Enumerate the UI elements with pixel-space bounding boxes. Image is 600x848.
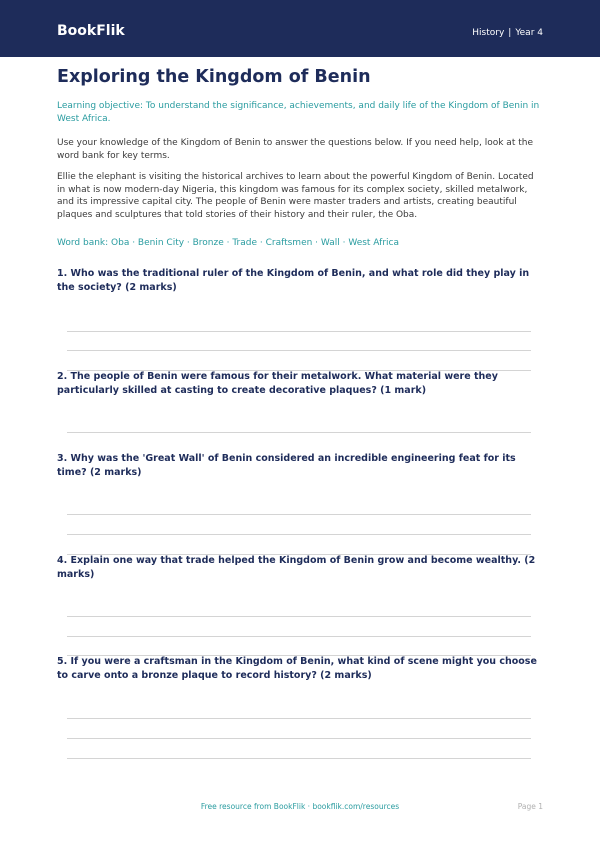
question-3: 3. Why was the 'Great Wall' of Benin considered an incredible engineering feat for its time? (2 marks) (57, 453, 516, 478)
page-number: Page 1 (517, 802, 543, 811)
subject-label: History (472, 28, 505, 38)
word-bank: Word bank: Oba · Benin City · Bronze · Trade · Craftsmen · Wall · West Africa (57, 238, 399, 248)
footer (0, 801, 600, 815)
brand-logo[interactable]: BookFlik (57, 23, 125, 39)
answer-line[interactable] (67, 616, 531, 617)
year-label: Year 4 (515, 28, 543, 38)
instructions: Use your knowledge of the Kingdom of Benin to answer the questions below. If you need help, look at the word bank for key terms. (57, 138, 533, 161)
answer-line[interactable] (67, 514, 531, 515)
footer-source-link[interactable]: Free resource from BookFlik · bookflik.com/resources (200, 802, 400, 811)
answer-line[interactable] (67, 738, 531, 739)
answer-line[interactable] (67, 350, 531, 351)
answer-line[interactable] (67, 718, 531, 719)
header-bar (0, 0, 600, 57)
answer-line[interactable] (67, 432, 531, 433)
answer-line[interactable] (67, 758, 531, 759)
question-1: 1. Who was the traditional ruler of the Kingdom of Benin, and what role did they play in the society? (2 marks) (57, 268, 530, 293)
page-title: Exploring the Kingdom of Benin (57, 67, 371, 87)
question-4: 4. Explain one way that trade helped the Kingdom of Benin grow and become wealthy. (2 marks) (57, 555, 536, 580)
question-2: 2. The people of Benin were famous for their metalwork. What material were they particularly skilled at casting to create decorative plaques? (1 mark) (57, 371, 498, 396)
learning-objective: Learning objective: To understand the significance, achievements, and daily life of the Kingdom of Benin in West Africa. (57, 101, 540, 124)
reading-passage: Ellie the elephant is visiting the historical archives to learn about the powerful Kingdom of Benin. Located in what is now modern-day Nigeria, this kingdom was famous for its complex society, skilled metalwork, and its impressive capital city. The people of Benin were master traders and artists, creating beautiful plaques and sculptures that told stories of their history and their ruler, the Oba. (57, 172, 534, 220)
answer-line[interactable] (67, 534, 531, 535)
question-5: 5. If you were a craftsman in the Kingdom of Benin, what kind of scene might you choose to carve onto a bronze plaque to record history? (2 marks) (57, 656, 537, 681)
meta-separator: | (508, 28, 512, 38)
answer-line[interactable] (67, 331, 531, 332)
header-meta (472, 28, 543, 39)
answer-line[interactable] (67, 636, 531, 637)
